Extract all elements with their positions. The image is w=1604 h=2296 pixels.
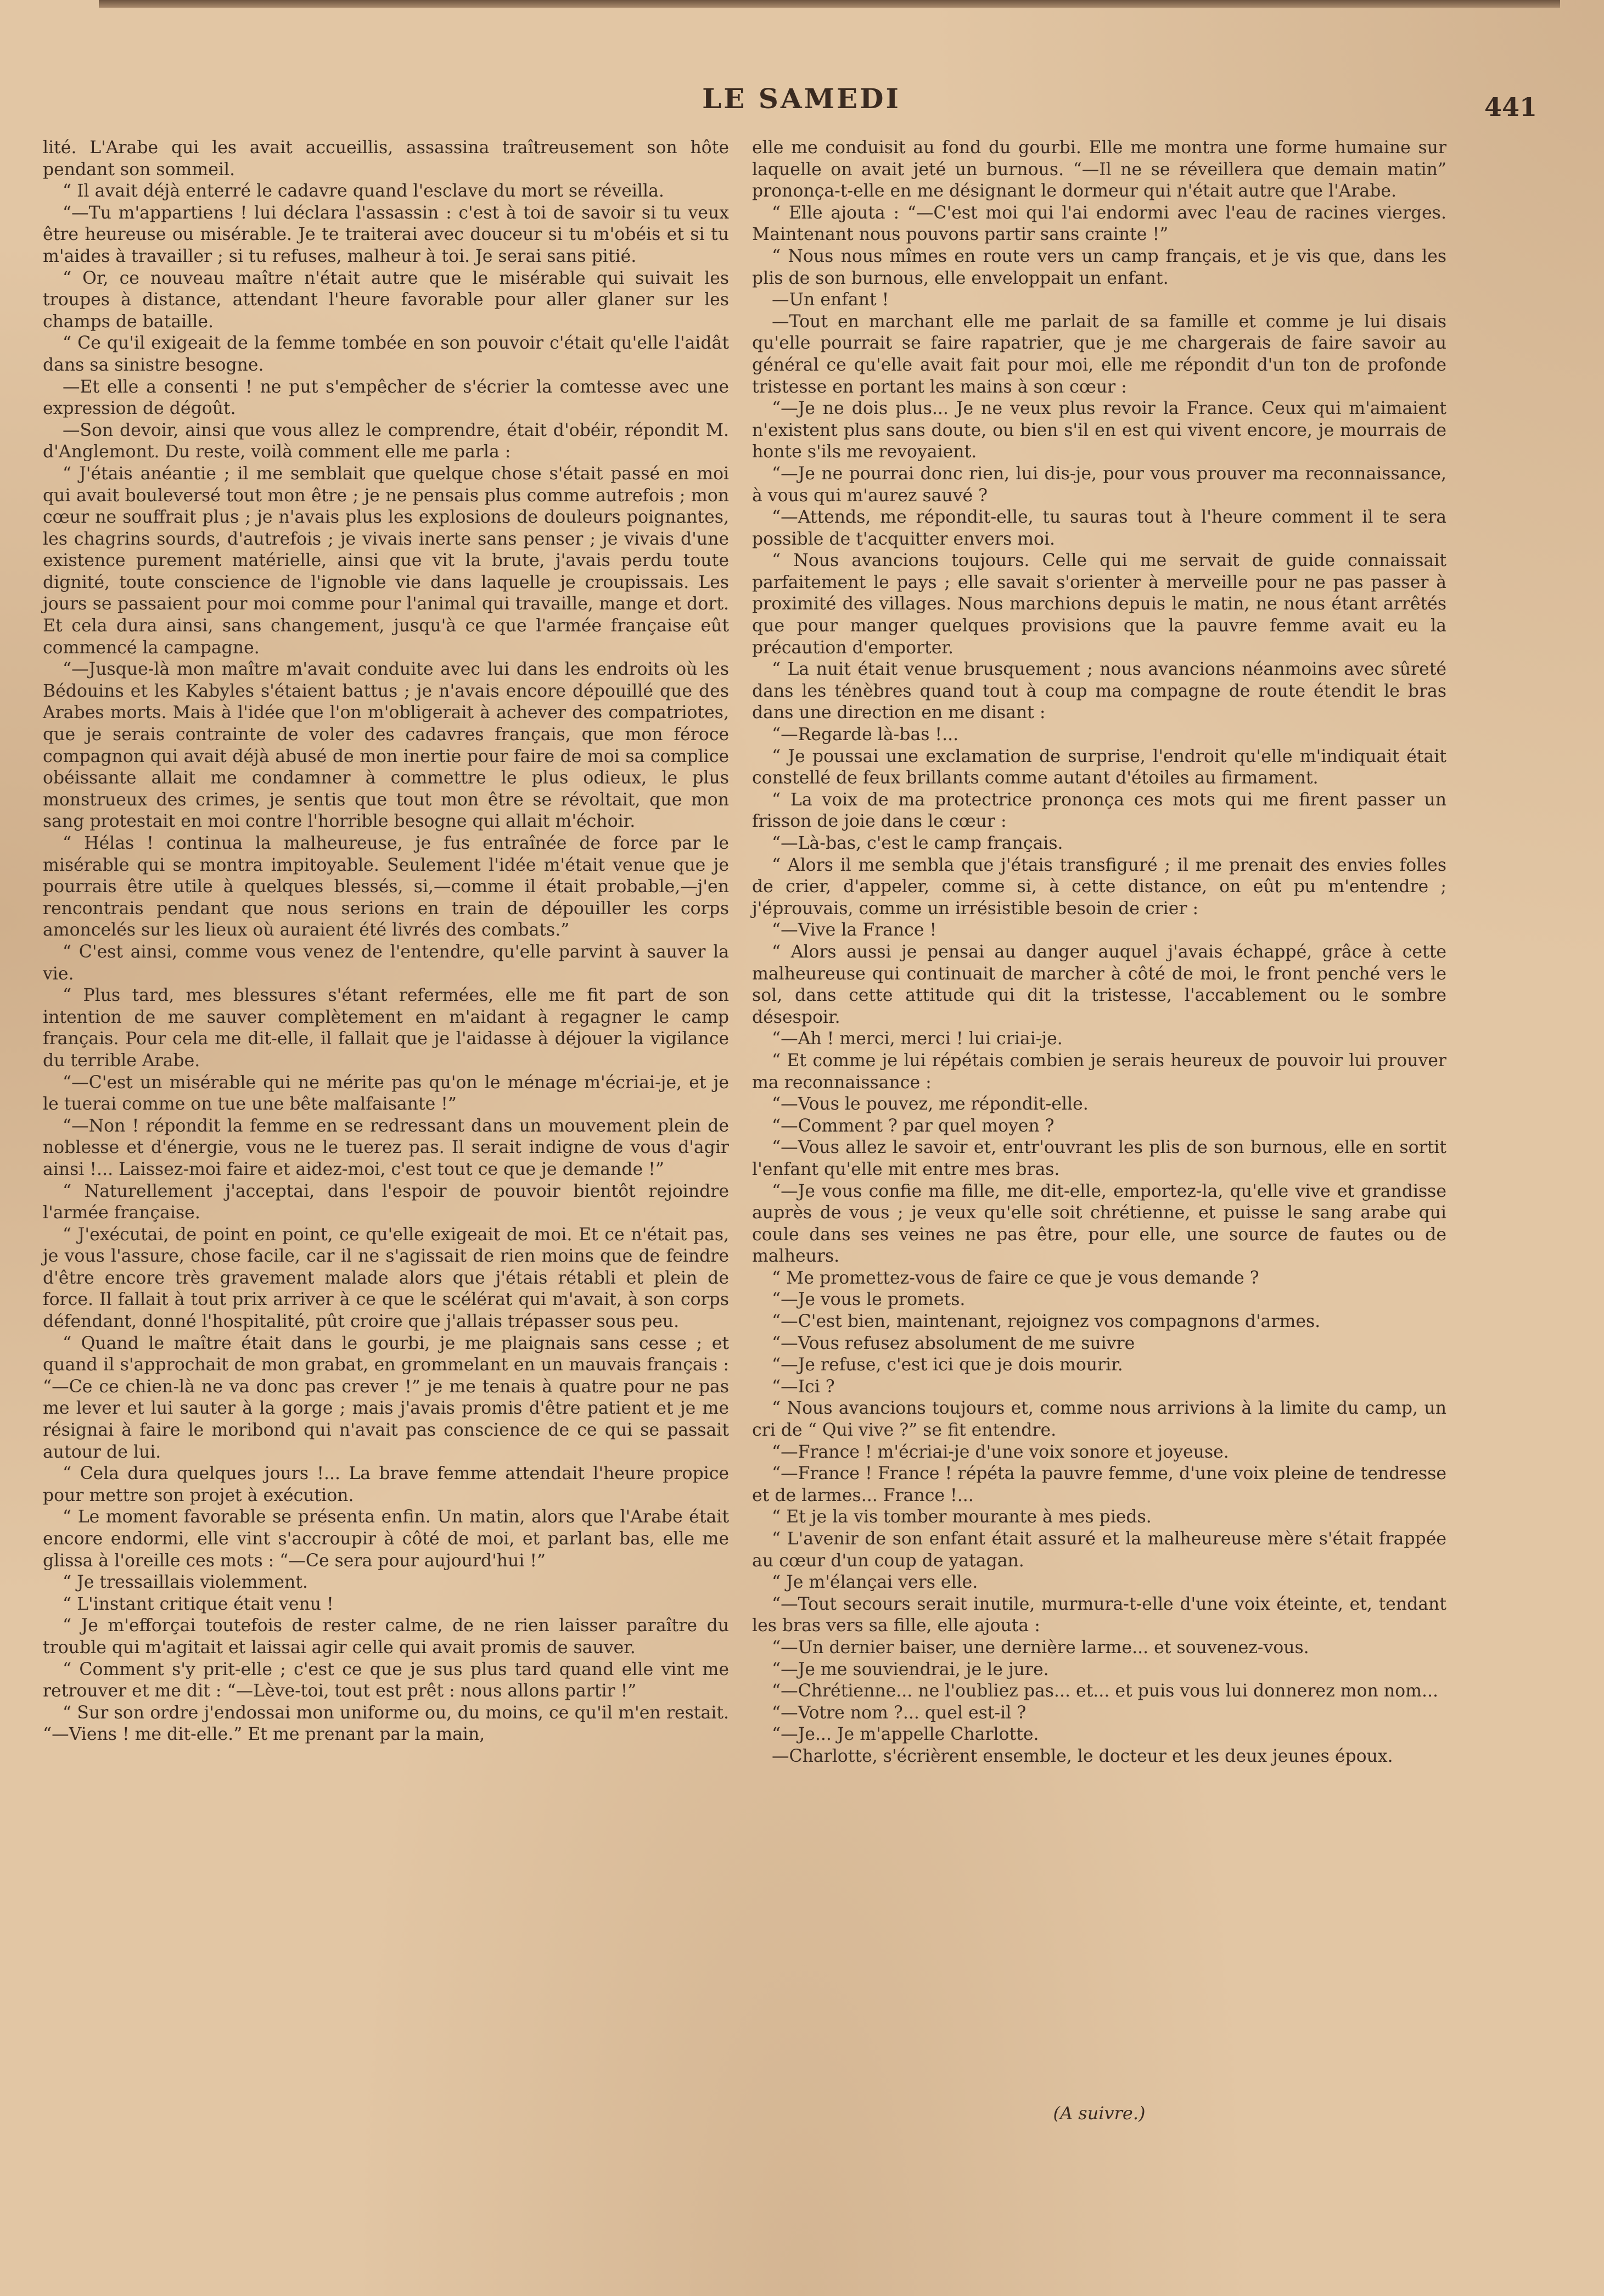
paragraph: “—Je ne pourrai donc rien, lui dis-je, pour vous prouver ma reconnaissance, à vous qui m'aurez sauvé ? xyxy=(752,463,1446,506)
paragraph: “ Et je la vis tomber mourante à mes pieds. xyxy=(772,1507,1152,1527)
paragraph: “ Et comme je lui répétais combien je serais heureux de pouvoir lui prouver ma reconnaissance : xyxy=(752,1050,1446,1093)
paragraph: “ Je m'efforçai toutefois de rester calme, de ne rien laisser paraître du trouble qui m'agitait et laissai agir celle qui avait promis de sauver. xyxy=(43,1616,729,1657)
paragraph: —Son devoir, ainsi que vous allez le comprendre, était d'obéir, répondit M. d'Anglemont. Du reste, voilà comment elle me parla : xyxy=(43,420,729,462)
paragraph: “ Le moment favorable se présenta enfin. Un matin, alors que l'Arabe était encore endormi, elle vint s'accroupir à côté de moi, et parlant bas, elle me glissa à l'oreille ces mots : “—Ce sera pour aujourd'hui !” xyxy=(43,1507,729,1571)
paragraph: “ Je tressaillais violemment. xyxy=(63,1572,309,1593)
paragraph: “ J'exécutai, de point en point, ce qu'elle exigeait de moi. Et ce n'était pas, je vous l'assure, chose facile, car il ne s'agissait de rien moins que de feindre d'être encore très gravement malade alors que j'étais rétabli et plein de force. Il fallait à tout prix arriver à ce que le scélérat qui m'avait, à son corps défendant, donné l'hospitalité, pût croire que j'allais trépasser sous peu. xyxy=(43,1224,729,1332)
paragraph: “ Sur son ordre j'endossai mon uniforme ou, du moins, ce qu'il m'en restait. “—Viens ! me dit-elle.” Et me prenant par la main, xyxy=(43,1703,729,1745)
paragraph: “—Chrétienne... ne l'oubliez pas... et... et puis vous lui donnerez mon nom... xyxy=(772,1681,1438,1701)
paragraph: “ C'est ainsi, comme vous venez de l'entendre, qu'elle parvint à sauver la vie. xyxy=(43,942,729,984)
paragraph: “ Comment s'y prit-elle ; c'est ce que je sus plus tard quand elle vint me retrouver et me dit : “—Lève-toi, tout est prêt : nous allons partir !” xyxy=(43,1659,729,1701)
paragraph: “ Elle ajouta : “—C'est moi qui l'ai endormi avec l'eau de racines vierges. Maintenant nous pouvons partir sans crainte !” xyxy=(752,203,1446,245)
paragraph: “ La nuit était venue brusquement ; nous avancions néanmoins avec sûreté dans les ténèbres quand tout à coup ma compagne de route étendit le bras dans une direction en me disant : xyxy=(752,659,1446,723)
paragraph: “ L'instant critique était venu ! xyxy=(63,1594,334,1614)
paragraph: —Charlotte, s'écrièrent ensemble, le docteur et les deux jeunes époux. xyxy=(772,1746,1393,1766)
paragraph: “—Vive la France ! xyxy=(772,920,937,940)
newspaper-title: LE SAMEDI xyxy=(702,82,901,115)
paragraph: “—Attends, me répondit-elle, tu sauras tout à l'heure comment il te sera possible de t'acquitter envers moi. xyxy=(752,507,1446,549)
page-header xyxy=(66,82,1537,126)
paragraph: “ Alors il me sembla que j'étais transfiguré ; il me prenait des envies folles de crier, d'appeler, comme si, à cette distance, on eût pu m'entendre ; j'éprouvais, comme un irrésistible besoin de crier : xyxy=(752,855,1446,919)
paragraph: “ Naturellement j'acceptai, dans l'espoir de pouvoir bientôt rejoindre l'armée française. xyxy=(43,1181,729,1223)
paragraph: “ Quand le maître était dans le gourbi, je me plaignais sans cesse ; et quand il s'approchait de mon grabat, en grommelant en un mauvais français : “—Ce ce chien-là ne va donc pas crever !” je me tenais à quatre pour ne pas me lever et lui sauter à la gorge ; mais j'avais promis d'être patient et je me résignai à faire le moribond qui n'avait pas conscience de ce qui se passait autour de lui. xyxy=(43,1333,729,1462)
paragraph: “—Jusque-là mon maître m'avait conduite avec lui dans les endroits où les Bédouins et les Kabyles s'étaient battus ; je n'avais encore dépouillé que des Arabes morts. Mais à l'idée que l'on m'obligerait à achever des compatriotes, que je serais contrainte de voler des cadavres français, que mon féroce compagnon qui avait déjà abusé de mon inertie pour faire de moi sa complice obéissante allait me condamner à commettre le plus odieux, le plus monstrueux des crimes, je sentis que tout mon être se révoltait, que mon sang protestait en moi contre l'horrible besogne qui allait m'échoir. xyxy=(43,659,729,832)
paragraph: “ Or, ce nouveau maître n'était autre que le misérable qui suivait les troupes à distance, attendant l'heure favorable pour aller glaner sur les champs de bataille. xyxy=(43,268,729,332)
paragraph: elle me conduisit au fond du gourbi. Elle me montra une forme humaine sur laquelle on avait jeté un burnous. “—Il ne se réveillera que demain matin” prononça-t-elle en me désignant le dormeur qui n'était autre que l'Arabe. xyxy=(752,138,1446,201)
top-rule xyxy=(99,0,1560,8)
paragraph: “ Cela dura quelques jours !... La brave femme attendait l'heure propice pour mettre son projet à exécution. xyxy=(43,1464,729,1505)
paragraph: “—Regarde là-bas !... xyxy=(772,725,959,745)
paragraph: —Un enfant ! xyxy=(772,290,889,310)
paragraph: “ Je poussai une exclamation de surprise, l'endroit qu'elle m'indiquait était constellé de feux brillants comme autant d'étoiles au firmament. xyxy=(752,746,1446,788)
paragraph: “—Ici ? xyxy=(772,1376,835,1397)
paragraph: “—Tu m'appartiens ! lui déclara l'assassin : c'est à toi de savoir si tu veux être heureuse ou misérable. Je te traiterai avec douceur si tu m'obéis et si tu m'aides à travailler ; si tu refuses, malheur à toi. Je serai sans pitié. xyxy=(43,203,729,266)
paragraph: “ Me promettez-vous de faire ce que je vous demande ? xyxy=(772,1268,1259,1288)
paragraph: “ Plus tard, mes blessures s'étant refermées, elle me fit part de son intention de me sauver complètement en m'aidant à regagner le camp français. Pour cela me dit-elle, il fallait que je l'aidasse à déjouer la vigilance du terrible Arabe. xyxy=(43,985,729,1071)
paragraph: “—Vous allez le savoir et, entr'ouvrant les plis de son burnous, elle en sortit l'enfant qu'elle mit entre mes bras. xyxy=(752,1138,1446,1179)
paragraph: “—Je vous le promets. xyxy=(772,1290,966,1310)
paragraph: “ Alors aussi je pensai au danger auquel j'avais échappé, grâce à cette malheureuse qui continuait de marcher à côté de moi, le front penché vers le sol, dans cette attitude qui dit la tristesse, l'accablement ou le sombre désespoir. xyxy=(752,942,1446,1027)
paragraph: “ Nous avancions toujours. Celle qui me servait de guide connaissait parfaitement le pays ; elle savait s'orienter à merveille pour ne pas passer à proximité des villages. Nous marchions depuis le matin, ne nous étant arrêtés que pour manger quelques provisions que la pauvre femme avait eu la précaution d'emporter. xyxy=(752,551,1446,658)
paragraph: lité. L'Arabe qui les avait accueillis, assassina traîtreusement son hôte pendant son sommeil. xyxy=(43,138,729,180)
paragraph: “ L'avenir de son enfant était assuré et la malheureuse mère s'était frappée au cœur d'un coup de yatagan. xyxy=(752,1529,1446,1571)
paragraph: “ Hélas ! continua la malheureuse, je fus entraînée de force par le misérable qui se montra impitoyable. Seulement l'idée m'était venue que je pourrais être utile à quelques blessés, si,—comme il était probable,—j'en rencontrais pendant que nous serions en train de dépouiller les corps amoncelés sur les lieux où auraient été livrés des combats.” xyxy=(43,833,729,940)
paragraph: “—Vous refusez absolument de me suivre xyxy=(772,1333,1135,1353)
paragraph: —Tout en marchant elle me parlait de sa famille et comme je lui disais qu'elle pourrait se faire rapatrier, que je me chargerais de faire savoir au général ce qu'elle avait fait pour moi, elle me répondit d'un ton de profonde tristesse en portant les mains à son cœur : xyxy=(752,311,1446,397)
paragraph: “—Vous le pouvez, me répondit-elle. xyxy=(772,1094,1089,1115)
paragraph: “—Non ! répondit la femme en se redressant dans un mouvement plein de noblesse et d'énergie, vous ne le tuerez pas. Il serait indigne de vous d'agir ainsi !... Laissez-moi faire et aidez-moi, c'est tout ce que je demande !” xyxy=(43,1116,729,1179)
paragraph: “ Je m'élançai vers elle. xyxy=(772,1572,978,1593)
paragraph: “—France ! France ! répéta la pauvre femme, d'une voix pleine de tendresse et de larmes... France !... xyxy=(752,1464,1446,1505)
paragraph: “—Tout secours serait inutile, murmura-t-elle d'une voix éteinte, et, tendant les bras vers sa fille, elle ajouta : xyxy=(752,1594,1446,1636)
paragraph: “ J'étais anéantie ; il me semblait que quelque chose s'était passé en moi qui avait bouleversé tout mon être ; je ne pensais plus comme autrefois ; mon cœur ne souffrait plus ; je n'avais plus les explosions de douleurs poignantes, les chagrins sourds, d'autrefois ; je vivais inerte sans penser ; je vivais d'une existence purement matérielle, ainsi que vit la brute, j'avais perdu toute dignité, toute conscience de l'ignoble vie dans laquelle je croupissais. Les jours se passaient pour moi comme pour l'animal qui travaille, mange et dort. Et cela dura ainsi, sans changement, jusqu'à ce que l'armée française eût commencé la campagne. xyxy=(43,463,729,658)
paragraph: “—Là-bas, c'est le camp français. xyxy=(772,833,1063,853)
paragraph: “—Je vous confie ma fille, me dit-elle, emportez-la, qu'elle vive et grandisse auprès de vous ; je veux qu'elle soit chrétienne, et puisse le sang arabe qui coule dans ses veines ne pas être, pour elle, une source de fautes ou de malheurs. xyxy=(752,1181,1446,1267)
paragraph: “—France ! m'écriai-je d'une voix sonore et joyeuse. xyxy=(772,1442,1229,1462)
paragraph: “ Il avait déjà enterré le cadavre quand l'esclave du mort se réveilla. xyxy=(63,181,664,201)
paragraph: —Et elle a consenti ! ne put s'empêcher de s'écrier la comtesse avec une expression de dégoût. xyxy=(43,377,729,419)
paragraph: “—Un dernier baiser, une dernière larme... et souvenez-vous. xyxy=(772,1637,1309,1657)
left-column xyxy=(43,137,729,1746)
paragraph: “—Ah ! merci, merci ! lui criai-je. xyxy=(772,1029,1063,1049)
paragraph: “—Votre nom ?... quel est-il ? xyxy=(772,1703,1027,1723)
paragraph: “—C'est un misérable qui ne mérite pas qu'on le ménage m'écriai-je, et je le tuerai comme on tue une bête malfaisante !” xyxy=(43,1072,729,1115)
right-column xyxy=(752,137,1446,1768)
page-number: 441 xyxy=(1484,92,1537,122)
paragraph: “ Nous nous mîmes en route vers un camp français, et je vis que, dans les plis de son burnous, elle enveloppait un enfant. xyxy=(752,246,1446,288)
paragraph: “—Je me souviendrai, je le jure. xyxy=(772,1659,1049,1679)
continuation-note: (A suivre.) xyxy=(1053,2103,1146,2124)
paragraph: “ Ce qu'il exigeait de la femme tombée en son pouvoir c'était qu'elle l'aidât dans sa sinistre besogne. xyxy=(43,333,729,375)
paragraph: “ La voix de ma protectrice prononça ces mots qui me firent passer un frisson de joie dans le cœur : xyxy=(752,789,1446,832)
paragraph: “—Je refuse, c'est ici que je dois mourir. xyxy=(772,1355,1123,1375)
paragraph: “ Nous avancions toujours et, comme nous arrivions à la limite du camp, un cri de “ Qui vive ?” se fit entendre. xyxy=(752,1398,1446,1441)
paragraph: “—C'est bien, maintenant, rejoignez vos compagnons d'armes. xyxy=(772,1312,1321,1332)
paragraph: “—Je ne dois plus... Je ne veux plus revoir la France. Ceux qui m'aimaient n'existent plus sans doute, ou bien s'il en est qui vivent encore, je mourrais de honte s'ils me revoyaient. xyxy=(752,399,1446,462)
paragraph: “—Je... Je m'appelle Charlotte. xyxy=(772,1724,1039,1745)
paragraph: “—Comment ? par quel moyen ? xyxy=(772,1116,1055,1136)
